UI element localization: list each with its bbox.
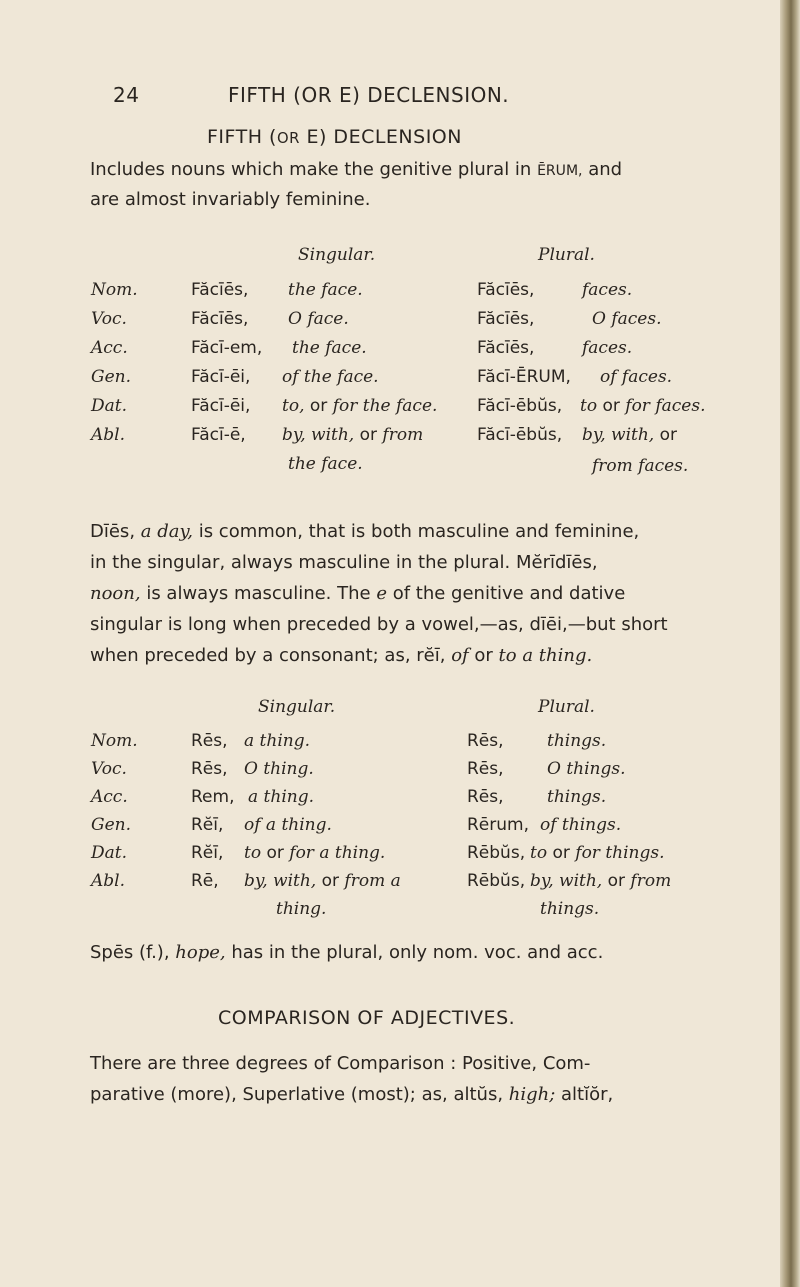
table2-pl-gloss: by, with, or from — [530, 871, 672, 891]
table1-pl-form: Făcī-ēbŭs, — [477, 396, 563, 416]
table2-sg-gloss: a thing. — [244, 731, 310, 751]
table2-case: Voc. — [91, 759, 127, 779]
table2-case: Gen. — [91, 815, 131, 835]
comparison-line-2: parative (more), Superlative (most); as, altŭs, high; altĭŏr, — [90, 1084, 614, 1105]
section-title: FIFTH (OR E) DECLENSION — [207, 126, 462, 148]
table1-sg-form: Făcīēs, — [191, 280, 249, 300]
comparison-line-1: There are three degrees of Comparison : Positive, Com- — [90, 1053, 591, 1074]
table1-sg-form: Făcīēs, — [191, 309, 249, 329]
table2-pl-gloss: things. — [547, 787, 607, 807]
table1-pl-form: Făcī-ĒRUM, — [477, 367, 571, 387]
table1-sg-form: Făcī-ēi, — [191, 396, 251, 416]
table2-pl-form: Rēs, — [467, 787, 504, 807]
table1-pl-gloss: by, with, or — [582, 425, 678, 445]
table1-case: Acc. — [91, 338, 128, 358]
intro-line-1: Includes nouns which make the genitive plural in ĒRUM, and — [90, 159, 623, 180]
table1-case: Gen. — [91, 367, 131, 387]
table2-sg-form: Rĕī, — [191, 815, 224, 835]
table2-sg-gloss: of a thing. — [244, 815, 332, 835]
table1-sg-continuation: the face. — [288, 454, 363, 474]
table2-sg-gloss: to or for a thing. — [244, 843, 386, 863]
table1-pl-gloss: of faces. — [600, 367, 673, 387]
table1-plural-heading: Plural. — [538, 245, 595, 265]
table1-pl-form: Făcī-ēbŭs, — [477, 425, 563, 445]
table2-pl-gloss: O things. — [547, 759, 626, 779]
table2-case: Nom. — [91, 731, 138, 751]
table1-pl-continuation: from faces. — [592, 456, 689, 476]
table2-sg-form: Rem, — [191, 787, 235, 807]
table1-sg-gloss: the face. — [292, 338, 367, 358]
table2-case: Acc. — [91, 787, 128, 807]
table2-pl-form: Rēs, — [467, 731, 504, 751]
table2-sg-form: Rē, — [191, 871, 219, 891]
paragraph-line-4: singular is long when preceded by a vowel,—as, dīēi,—but short — [90, 614, 668, 635]
table1-pl-form: Făcīēs, — [477, 280, 535, 300]
table1-singular-heading: Singular. — [298, 245, 376, 265]
table2-sg-gloss: a thing. — [248, 787, 314, 807]
table1-pl-form: Făcīēs, — [477, 309, 535, 329]
page-number: 24 — [113, 83, 140, 107]
table2-sg-form: Rēs, — [191, 759, 228, 779]
table1-pl-form: Făcīēs, — [477, 338, 535, 358]
intro-line-2: are almost invariably feminine. — [90, 189, 371, 210]
comparison-heading: COMPARISON OF ADJECTIVES. — [218, 1007, 516, 1029]
table2-sg-continuation: thing. — [276, 899, 327, 919]
paragraph-line-1: Dīēs, a day, is common, that is both masculine and feminine, — [90, 521, 640, 542]
paragraph-line-3: noon, is always masculine. The e of the genitive and dative — [90, 583, 626, 604]
paragraph-line-5: when preceded by a consonant; as, rĕī, of or to a thing. — [90, 645, 593, 666]
table2-sg-gloss: O thing. — [244, 759, 314, 779]
table2-pl-form: Rēbŭs, — [467, 871, 526, 891]
table2-case: Dat. — [91, 843, 128, 863]
table2-singular-heading: Singular. — [258, 697, 336, 717]
table2-sg-form: Rēs, — [191, 731, 228, 751]
table1-pl-gloss: faces. — [582, 338, 633, 358]
table2-pl-gloss: things. — [547, 731, 607, 751]
table1-sg-form: Făcī-ēi, — [191, 367, 251, 387]
table1-pl-gloss: O faces. — [592, 309, 662, 329]
table1-sg-form: Făcī-ē, — [191, 425, 246, 445]
table2-sg-form: Rĕī, — [191, 843, 224, 863]
table2-case: Abl. — [91, 871, 125, 891]
running-head-title: FIFTH (OR E) DECLENSION. — [228, 83, 510, 107]
table1-case: Dat. — [91, 396, 128, 416]
table1-pl-gloss: faces. — [582, 280, 633, 300]
table1-sg-form: Făcī-em, — [191, 338, 263, 358]
table1-sg-gloss: of the face. — [282, 367, 379, 387]
table2-sg-gloss: by, with, or from a — [244, 871, 401, 891]
spes-note: Spēs (f.), hope, has in the plural, only nom. voc. and acc. — [90, 942, 604, 963]
table1-case: Abl. — [91, 425, 125, 445]
table1-case: Nom. — [91, 280, 138, 300]
table1-sg-gloss: by, with, or from — [282, 425, 424, 445]
table1-sg-gloss: O face. — [288, 309, 349, 329]
table1-sg-gloss: the face. — [288, 280, 363, 300]
table1-sg-gloss: to, or for the face. — [282, 396, 438, 416]
table2-pl-gloss: to or for things. — [530, 843, 665, 863]
table1-pl-gloss: to or for faces. — [580, 396, 706, 416]
table2-pl-form: Rēs, — [467, 759, 504, 779]
table1-case: Voc. — [91, 309, 127, 329]
table2-pl-continuation: things. — [540, 899, 600, 919]
table2-pl-form: Rēbŭs, — [467, 843, 526, 863]
table2-pl-gloss: of things. — [540, 815, 622, 835]
page-edge — [780, 0, 800, 1287]
table2-plural-heading: Plural. — [538, 697, 595, 717]
paragraph-line-2: in the singular, always masculine in the plural. Mĕrīdīēs, — [90, 552, 598, 573]
table2-pl-form: Rērum, — [467, 815, 529, 835]
